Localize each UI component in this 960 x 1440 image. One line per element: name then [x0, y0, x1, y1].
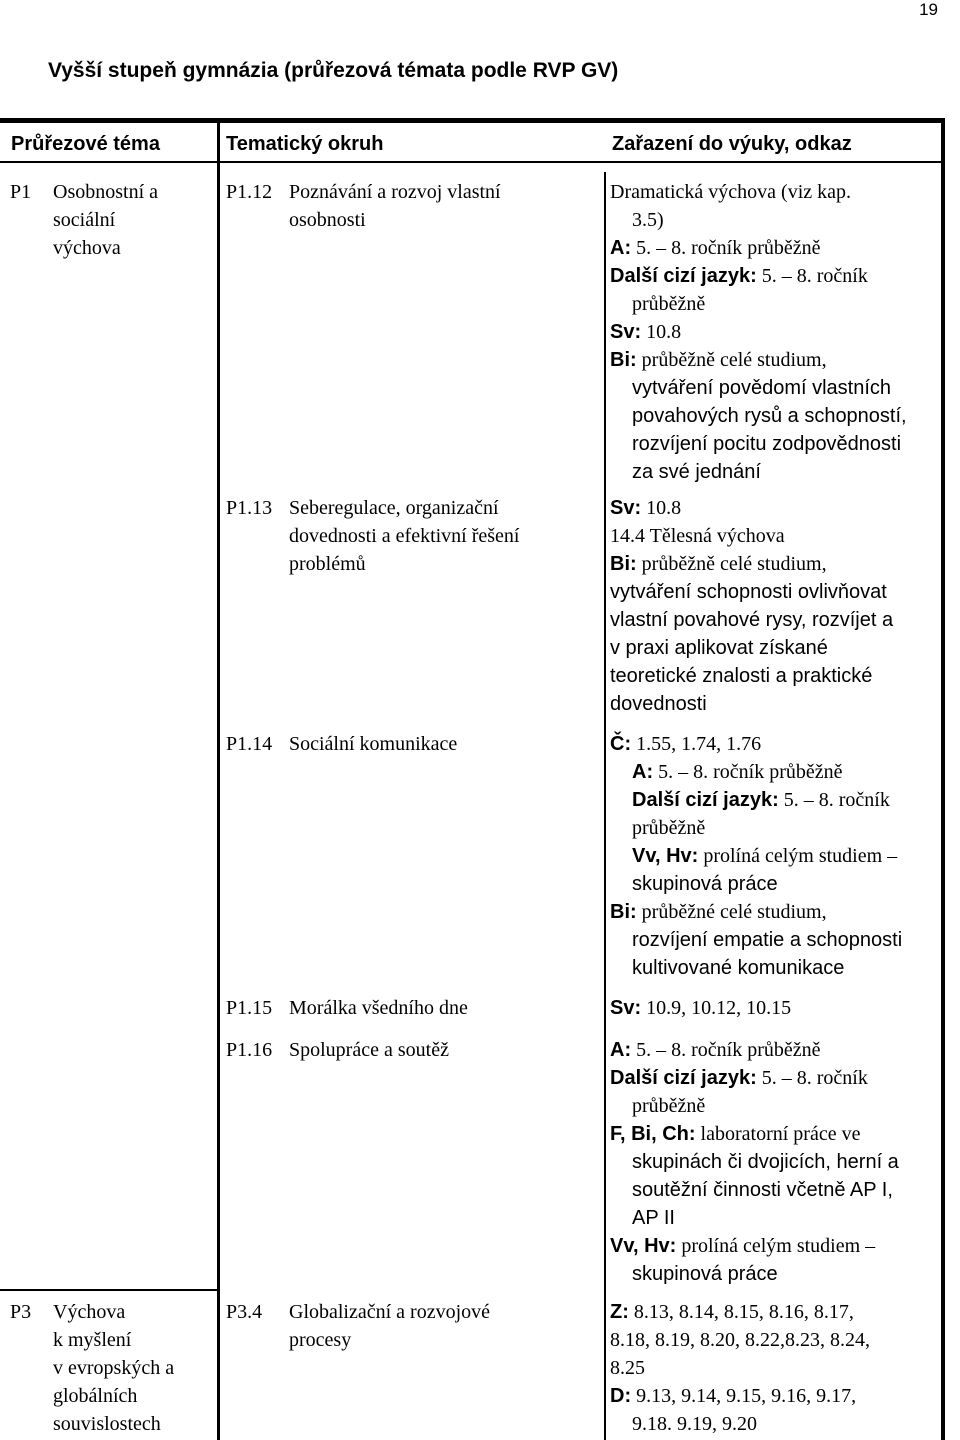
placement-p1-13: Sv: 10.8 14.4 Tělesná výchova Bi: průběžně celé studium, vytváření schopnosti ovlivňovat vlastní povahové rysy, rozvíjet a v praxi aplikovat získané teoretické znalosti a praktické dovednosti: [610, 497, 894, 715]
topic-title-p1-12: Poznávání a rozvoj vlastní osobnosti: [289, 181, 501, 231]
placement-p1-15: Sv: 10.9, 10.12, 10.15: [610, 997, 792, 1019]
column-divider-2: [604, 172, 606, 1440]
page-heading: Vyšší stupeň gymnázia (průřezová témata podle RVP GV): [48, 59, 619, 82]
topic-title-p1-14: Sociální komunikace: [289, 733, 458, 755]
section-code-p1: P1: [10, 181, 32, 203]
header-placement: Zařazení do výuky, odkaz: [612, 133, 852, 155]
topic-code-p1-13: P1.13: [226, 497, 273, 519]
topic-title-p1-13: Seberegulace, organizační dovednosti a efektivní řešení problémů: [289, 497, 520, 575]
topic-title-p1-16: Spolupráce a soutěž: [289, 1039, 449, 1061]
topic-code-p1-14: P1.14: [226, 733, 273, 755]
section-rule: [0, 1289, 218, 1291]
topic-code-p1-15: P1.15: [226, 997, 273, 1019]
header-rule: [0, 161, 945, 163]
topic-code-p3-4: P3.4: [226, 1301, 263, 1323]
placement-p3-4: Z: 8.13, 8.14, 8.15, 8.16, 8.17, 8.18, 8.19, 8.20, 8.22,8.23, 8.24, 8.25 D: 9.13, 9.14, 9.15, 9.16, 9.17, 9.18. 9.19, 9.20: [610, 1301, 870, 1435]
topic-title-p1-15: Morálka všedního dne: [289, 997, 468, 1019]
column-divider-1: [217, 118, 220, 1440]
placement-p1-16: A: 5. – 8. ročník průběžně Další cizí jazyk: 5. – 8. ročník průběžně F, Bi, Ch: laboratorní práce ve skupinách či dvojicích, herní a soutěžní činnosti včetně AP I, AP II Vv, Hv: prolíná celým studiem – skupinová práce: [610, 1039, 899, 1285]
section-title-p3: Výchova k myšlení v evropských a globálních souvislostech: [53, 1301, 175, 1435]
placement-p1-14: Č: 1.55, 1.74, 1.76 A: 5. – 8. ročník průběžně Další cizí jazyk: 5. – 8. ročník průběžně Vv, Hv: prolíná celým studiem – skupinová práce Bi: průběžné celé studium, rozvíjení empatie a schopnosti kultivované komunikace: [610, 733, 903, 979]
placement-p1-12: Dramatická výchova (viz kap. 3.5) A: 5. – 8. ročník průběžně Další cizí jazyk: 5. – 8. ročník průběžně Sv: 10.8 Bi: průběžně celé studium, vytváření povědomí vlastních povahových rysů a schopností, rozvíjení pocitu zodpovědnosti za své jednání: [610, 181, 907, 483]
topic-code-p1-16: P1.16: [226, 1039, 273, 1061]
header-cross-topic: Průřezové téma: [11, 133, 160, 155]
topic-code-p1-12: P1.12: [226, 181, 273, 203]
header-thematic-area: Tematický okruh: [226, 133, 384, 155]
page-number: 19: [919, 0, 938, 19]
topic-title-p3-4: Globalizační a rozvojové procesy: [289, 1301, 491, 1351]
section-title-p1: Osobnostní a sociální výchova: [53, 181, 158, 259]
section-code-p3: P3: [10, 1301, 32, 1323]
